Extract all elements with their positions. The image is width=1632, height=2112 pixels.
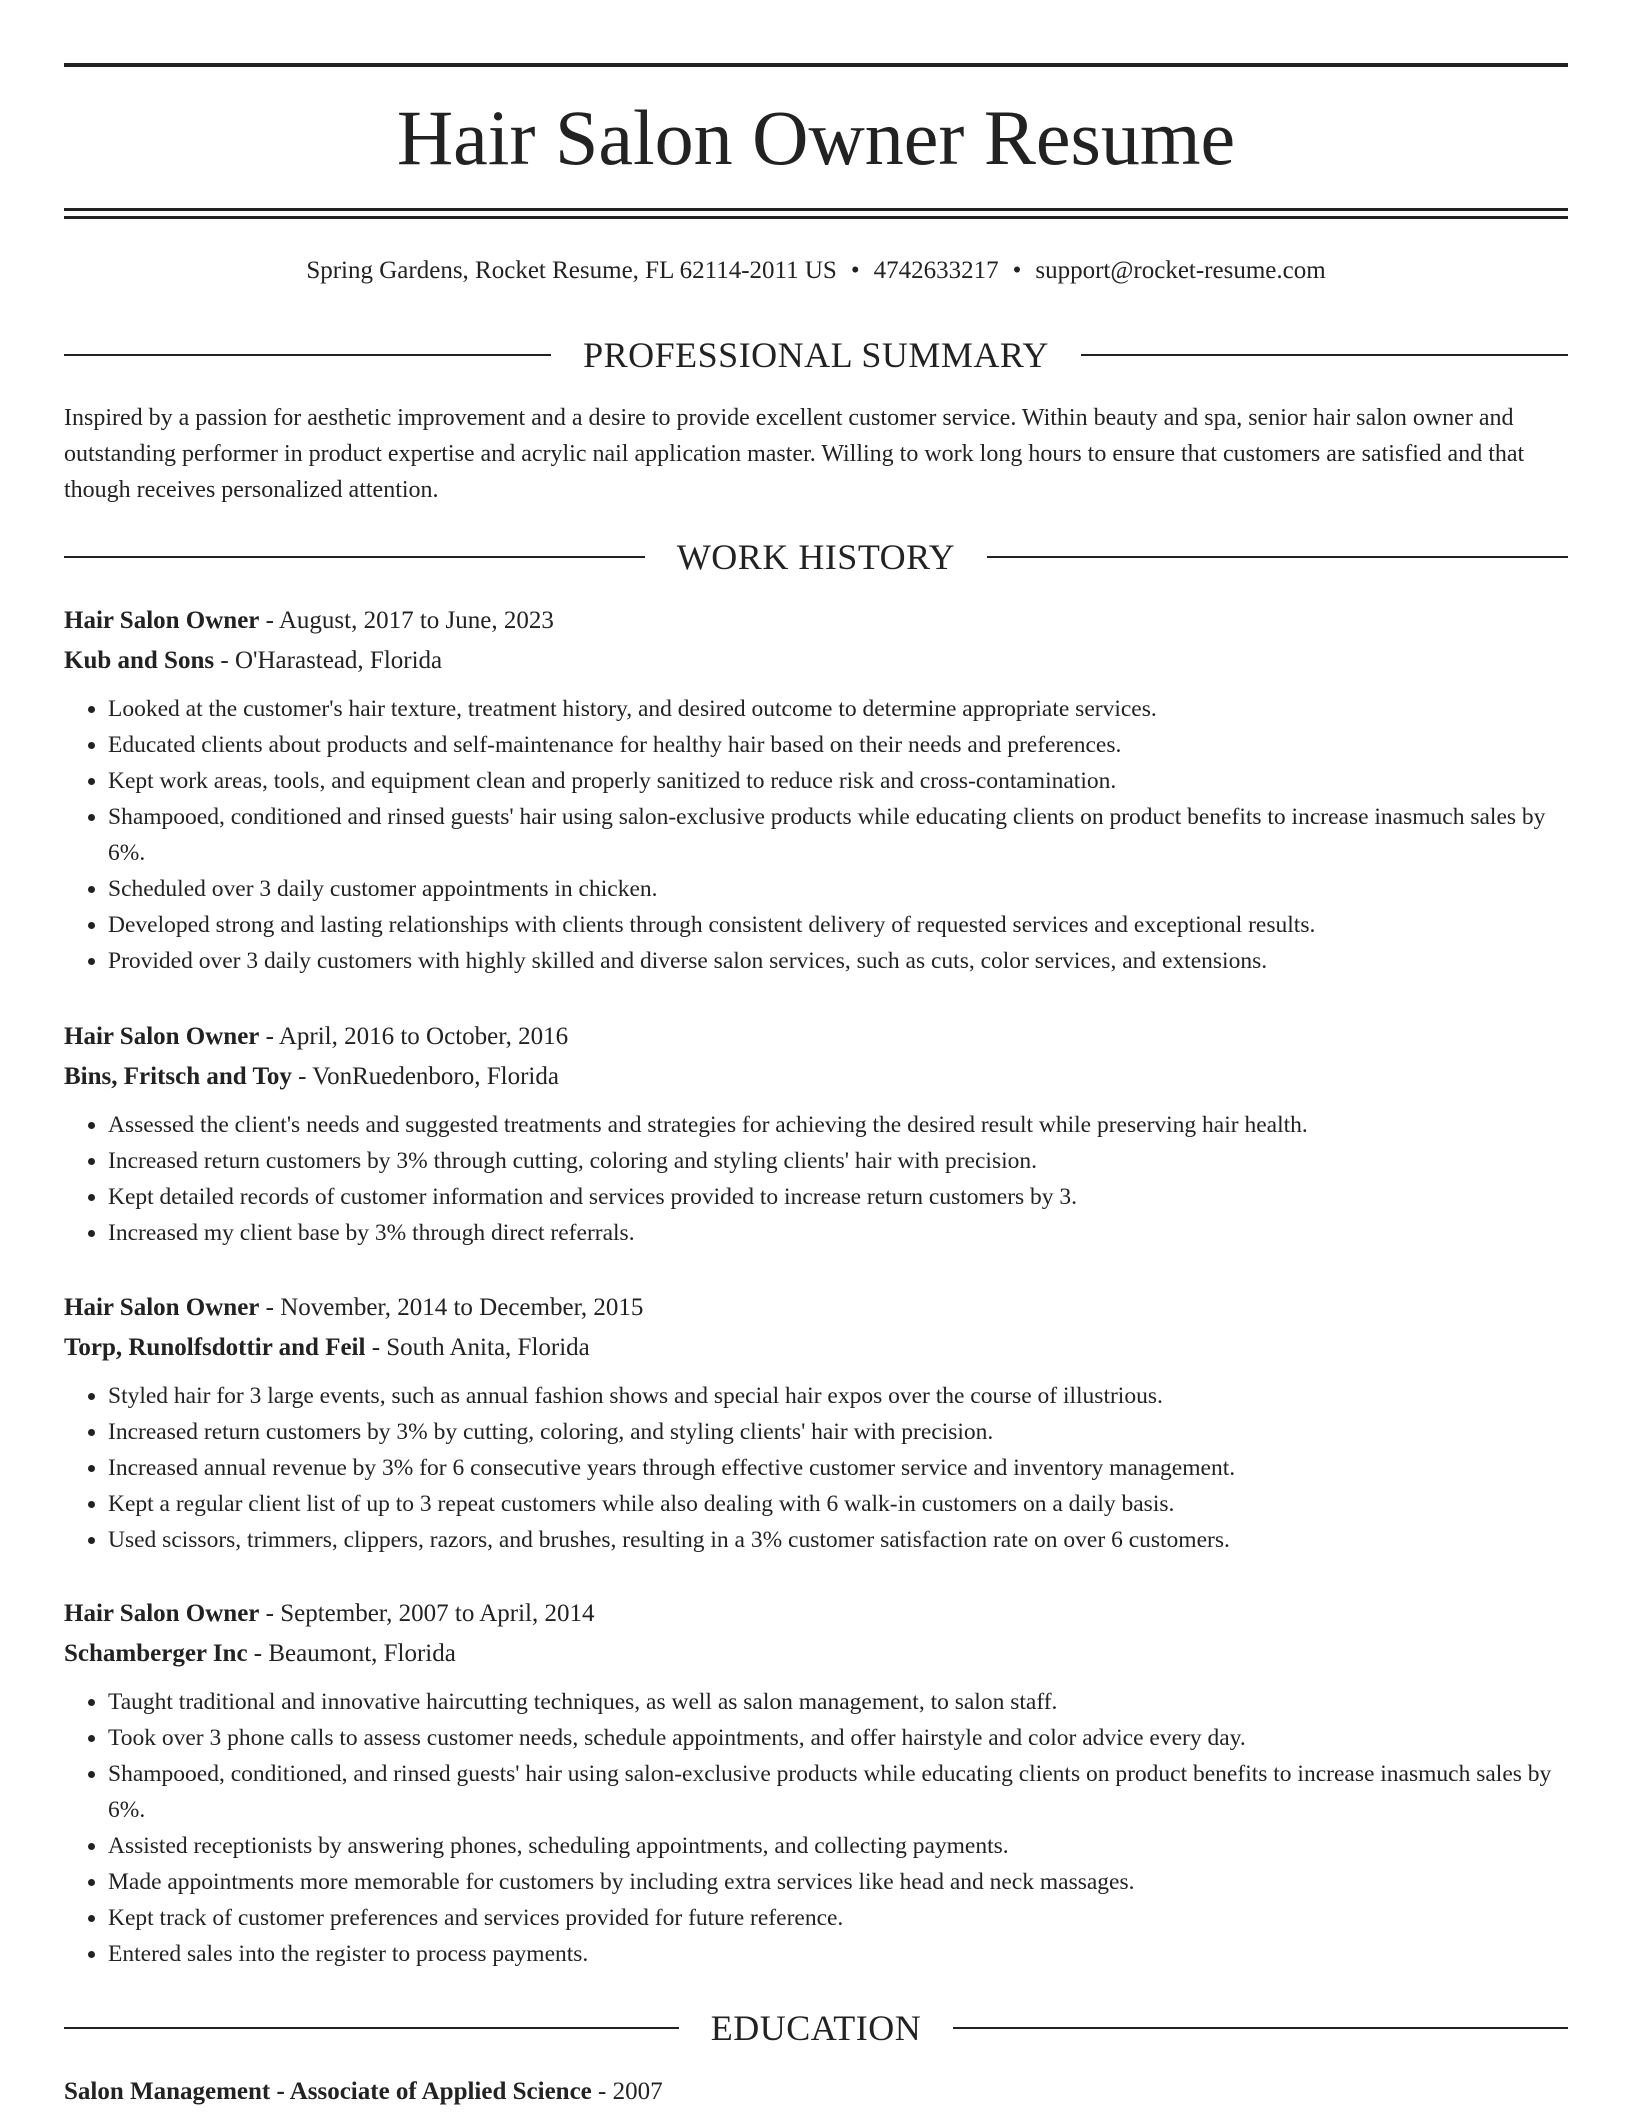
- job-company: Kub and Sons: [64, 647, 215, 674]
- title-double-rule: [64, 208, 1568, 219]
- summary-text: Inspired by a passion for aesthetic improvement and a desire to provide excellent customer service. Within beauty and spa, senior hair salon owner and outstanding performer in product expertise and acrylic nail application master. Willing to work long hours to ensure that customers are satisfied and that though receives personalized attention.: [64, 405, 1525, 503]
- job-company: Torp, Runolfsdottir and Feil: [64, 1334, 366, 1361]
- job-title-line: Hair Salon Owner - August, 2017 to June, 2023: [64, 607, 554, 634]
- job-company-line: Kub and Sons - O'Harastead, Florida: [64, 647, 443, 674]
- heading-rule-right: [1081, 354, 1568, 356]
- job-bullets: [64, 1684, 1568, 1972]
- education-entry: Salon Management - Associate of Applied Science - 2007: [64, 2078, 663, 2105]
- job-bullet: • Taught traditional and innovative haircutting techniques, as well as salon management, to salon staff.: [108, 1684, 1568, 1720]
- job-bullet: • Developed strong and lasting relationships with clients through consistent delivery of requested services and exceptional results.: [108, 907, 1568, 943]
- heading-rule-right: [953, 2027, 1568, 2029]
- job-dates: November, 2014 to December, 2015: [280, 1294, 644, 1321]
- job-dates: April, 2016 to October, 2016: [278, 1023, 569, 1050]
- contact-separator: •: [850, 257, 860, 284]
- job-bullet: • Shampooed, conditioned, and rinsed guests' hair using salon-exclusive products while educating clients on product benefits to increase inasmuch sales by 6%.: [108, 1756, 1568, 1828]
- contact-email[interactable]: support@rocket-resume.com: [1035, 257, 1326, 284]
- job-location: VonRuedenboro, Florida: [312, 1063, 559, 1090]
- job-bullet: • Kept track of customer preferences and services provided for future reference.: [108, 1900, 1568, 1936]
- job-bullet: • Scheduled over 3 daily customer appointments in chicken.: [108, 871, 1568, 907]
- job-title-line: Hair Salon Owner - September, 2007 to April, 2014: [64, 1600, 595, 1627]
- job-location: South Anita, Florida: [386, 1334, 590, 1361]
- job-entry: [64, 1017, 1568, 1251]
- contact-separator: •: [1012, 257, 1022, 284]
- job-dates: September, 2007 to April, 2014: [280, 1600, 595, 1627]
- job-bullet: • Entered sales into the register to process payments.: [108, 1936, 1568, 1972]
- job-entry: [64, 1288, 1568, 1558]
- job-bullet: • Kept work areas, tools, and equipment clean and properly sanitized to reduce risk and cross-contamination.: [108, 763, 1568, 799]
- heading-rule-left: [64, 556, 645, 558]
- job-location: Beaumont, Florida: [268, 1640, 456, 1667]
- job-dates: August, 2017 to June, 2023: [278, 607, 554, 634]
- job-bullet: • Styled hair for 3 large events, such as annual fashion shows and special hair expos over the course of illustrious.: [108, 1378, 1568, 1414]
- top-rule: [64, 63, 1568, 67]
- job-title-line: Hair Salon Owner - November, 2014 to December, 2015: [64, 1294, 644, 1321]
- job-bullet: • Used scissors, trimmers, clippers, razors, and brushes, resulting in a 3% customer satisfaction rate on over 6 customers.: [108, 1522, 1568, 1558]
- job-title: Hair Salon Owner: [64, 1600, 260, 1627]
- education-heading: EDUCATION: [710, 2008, 922, 2048]
- job-location: O'Harastead, Florida: [234, 647, 443, 674]
- job-bullet: • Kept a regular client list of up to 3 repeat customers while also dealing with 6 walk-in customers on a daily basis.: [108, 1486, 1568, 1522]
- job-company-line: Torp, Runolfsdottir and Feil - South Anita, Florida: [64, 1334, 590, 1361]
- heading-rule-left: [64, 354, 551, 356]
- job-bullets: [64, 1378, 1568, 1558]
- job-company-line: Schamberger Inc - Beaumont, Florida: [64, 1640, 456, 1667]
- job-bullet: • Increased return customers by 3% by cutting, coloring, and styling clients' hair with precision.: [108, 1414, 1568, 1450]
- summary-heading-row: [64, 333, 1568, 377]
- heading-rule-right: [987, 556, 1568, 558]
- education-heading-row: [64, 2006, 1568, 2050]
- job-bullet: • Took over 3 phone calls to assess customer needs, schedule appointments, and offer hairstyle and color advice every day.: [108, 1720, 1568, 1756]
- resume-title: Hair Salon Owner Resume: [396, 94, 1236, 181]
- job-bullet: • Educated clients about products and self-maintenance for healthy hair based on their needs and preferences.: [108, 727, 1568, 763]
- job-bullet: • Made appointments more memorable for customers by including extra services like head and neck massages.: [108, 1864, 1568, 1900]
- education-degree: Salon Management - Associate of Applied Science: [64, 2078, 592, 2105]
- contact-line: [64, 254, 1568, 288]
- job-entry: [64, 1594, 1568, 1972]
- work-heading-row: [64, 535, 1568, 579]
- job-bullet: • Assessed the client's needs and suggested treatments and strategies for achieving the desired result while preserving hair health.: [108, 1107, 1568, 1143]
- job-title: Hair Salon Owner: [64, 1294, 260, 1321]
- summary-heading: PROFESSIONAL SUMMARY: [583, 335, 1049, 375]
- job-bullet: • Kept detailed records of customer information and services provided to increase return customers by 3.: [108, 1179, 1568, 1215]
- job-bullet: • Increased annual revenue by 3% for 6 consecutive years through effective customer service and inventory management.: [108, 1450, 1568, 1486]
- job-title: Hair Salon Owner: [64, 607, 260, 634]
- job-bullet: • Increased return customers by 3% through cutting, coloring and styling clients' hair with precision.: [108, 1143, 1568, 1179]
- job-bullets: [64, 1107, 1568, 1251]
- job-bullet: • Looked at the customer's hair texture, treatment history, and desired outcome to determine appropriate services.: [108, 691, 1568, 727]
- job-bullets: [64, 691, 1568, 979]
- job-company-line: Bins, Fritsch and Toy - VonRuedenboro, Florida: [64, 1063, 559, 1090]
- job-entry: [64, 601, 1568, 979]
- job-company: Bins, Fritsch and Toy: [64, 1063, 292, 1090]
- job-bullet: • Assisted receptionists by answering phones, scheduling appointments, and collecting payments.: [108, 1828, 1568, 1864]
- job-bullet: • Provided over 3 daily customers with highly skilled and diverse salon services, such as cuts, color services, and extensions.: [108, 943, 1568, 979]
- job-bullet: • Shampooed, conditioned and rinsed guests' hair using salon-exclusive products while educating clients on product benefits to increase inasmuch sales by 6%.: [108, 799, 1568, 871]
- heading-rule-left: [64, 2027, 679, 2029]
- job-title: Hair Salon Owner: [64, 1023, 260, 1050]
- education-year: 2007: [612, 2078, 663, 2105]
- contact-phone[interactable]: 4742633217: [873, 257, 999, 284]
- contact-address: Spring Gardens, Rocket Resume, FL 62114-2011 US: [306, 257, 837, 284]
- job-bullet: • Increased my client base by 3% through direct referrals.: [108, 1215, 1568, 1251]
- job-company: Schamberger Inc: [64, 1640, 248, 1667]
- job-title-line: Hair Salon Owner - April, 2016 to October, 2016: [64, 1023, 569, 1050]
- work-heading: WORK HISTORY: [676, 537, 956, 577]
